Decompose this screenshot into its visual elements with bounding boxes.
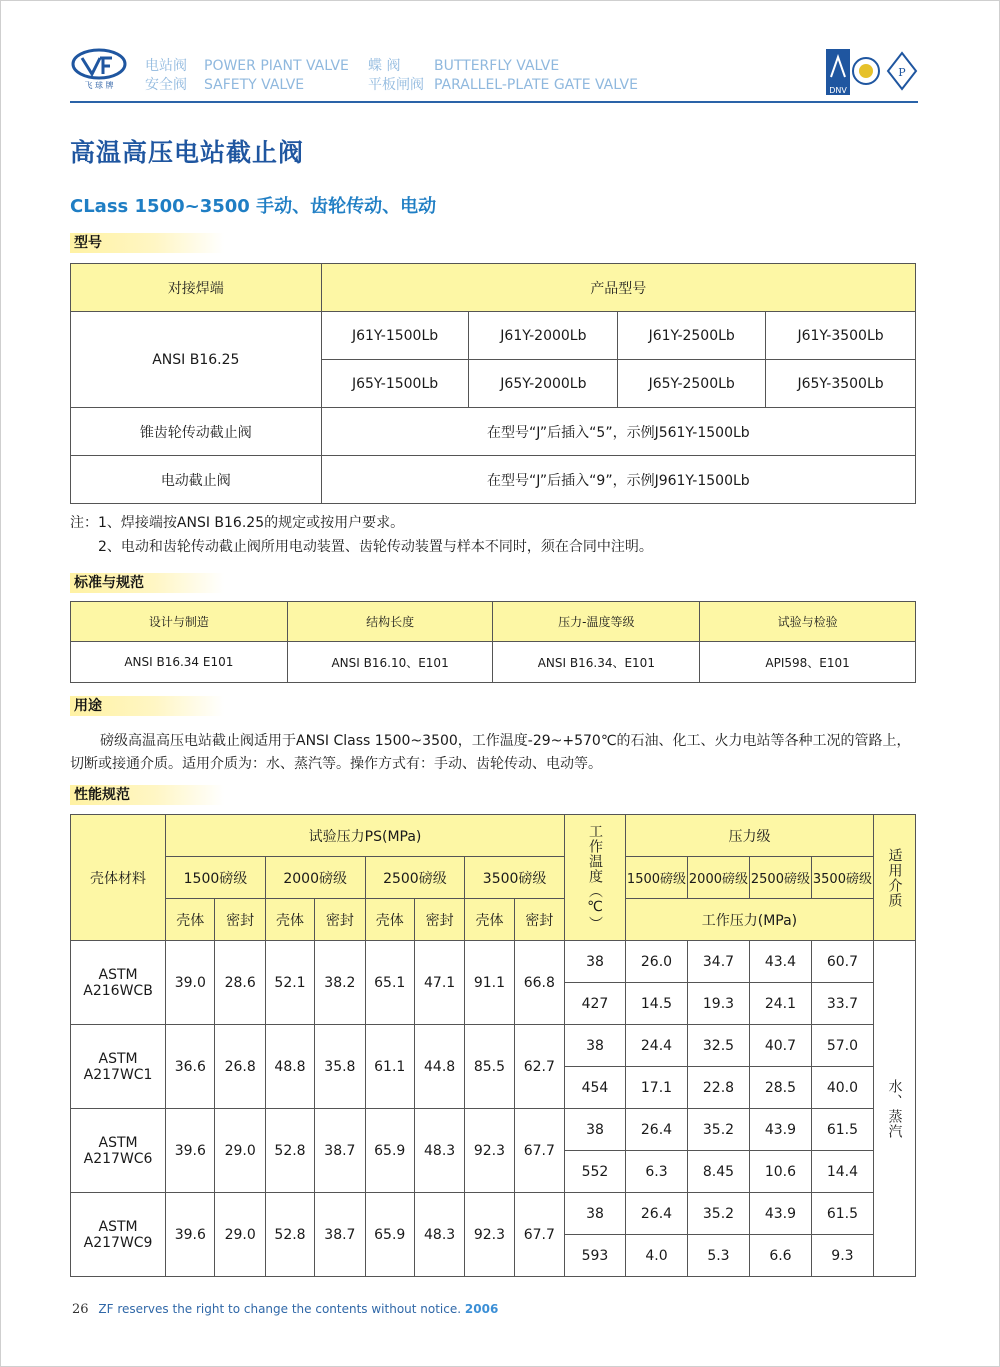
working-pressure-cell: 8.45: [687, 1151, 749, 1193]
working-pressure-cell: 28.5: [749, 1067, 811, 1109]
electric-label: 电动截止阀: [71, 456, 322, 504]
note-2: 2、电动和齿轮传动截止阀所用电动装置、齿轮传动装置与样本不同时，须在合同中注明。: [70, 539, 653, 555]
test-pressure-cell: 29.0: [215, 1109, 265, 1193]
model-cell: J61Y-2500Lb: [618, 312, 766, 360]
header-cn-butterfly: 蝶 阀: [368, 58, 401, 74]
test-pressure-header: 试验压力PS(MPa): [166, 815, 565, 857]
working-pressure-cell: 40.7: [749, 1025, 811, 1067]
dnv-label: DNV: [829, 86, 847, 95]
working-pressure-cell: 33.7: [811, 983, 873, 1025]
gear-text: 在型号“J”后插入“5”，示例J561Y-1500Lb: [321, 408, 915, 456]
working-pressure-cell: 61.5: [811, 1193, 873, 1235]
logo-text: 飞 球 牌: [84, 81, 114, 90]
table-row: [71, 1193, 916, 1235]
standard-table: [70, 601, 916, 683]
table-row: [71, 1109, 916, 1151]
header-en-col2: [434, 57, 638, 95]
test-pressure-cell: 26.8: [215, 1025, 265, 1109]
header-en-col1: [204, 57, 349, 95]
test-pressure-cell: 67.7: [514, 1109, 564, 1193]
model-cell: J65Y-2000Lb: [469, 360, 618, 408]
perf-header-row-2: [71, 857, 916, 899]
material-cell: ASTM A217WC1: [71, 1025, 166, 1109]
shell-header: 壳体: [365, 899, 414, 941]
test-pressure-cell: 36.6: [166, 1025, 215, 1109]
class-header: 1500磅级: [166, 857, 266, 899]
seal-header: 密封: [514, 899, 564, 941]
perf-header-row-1: [71, 815, 916, 857]
working-pressure-cell: 26.4: [625, 1193, 687, 1235]
company-logo: [70, 46, 128, 90]
test-pressure-cell: 38.2: [315, 941, 365, 1025]
working-pressure-header: 工作压力(MPa): [625, 899, 873, 941]
standard-header: 压力-温度等级: [493, 602, 700, 642]
temp-cell: 38: [564, 1025, 625, 1067]
section-standard: 标准与规范: [70, 573, 224, 593]
section-usage: 用途: [70, 696, 224, 716]
seal-header: 密封: [215, 899, 265, 941]
model-table: [70, 263, 916, 504]
performance-table: [70, 814, 916, 1277]
test-pressure-cell: 92.3: [465, 1193, 514, 1277]
model-cell: J61Y-3500Lb: [766, 312, 916, 360]
working-pressure-cell: 17.1: [625, 1067, 687, 1109]
page-title: 高温高压电站截止阀: [70, 138, 305, 167]
section-performance: 性能规范: [70, 785, 224, 805]
material-cell: ASTM A217WC6: [71, 1109, 166, 1193]
test-pressure-cell: 44.8: [414, 1025, 464, 1109]
working-pressure-cell: 61.5: [811, 1109, 873, 1151]
standard-header: 结构长度: [287, 602, 493, 642]
working-pressure-cell: 6.6: [749, 1235, 811, 1277]
test-pressure-cell: 67.7: [514, 1193, 564, 1277]
working-pressure-cell: 43.9: [749, 1193, 811, 1235]
table-row: [71, 941, 916, 983]
test-pressure-cell: 65.9: [365, 1193, 414, 1277]
material-cell: ASTM A216WCB: [71, 941, 166, 1025]
standard-value: ANSI B16.34、E101: [493, 642, 700, 683]
test-pressure-cell: 85.5: [465, 1025, 514, 1109]
working-pressure-cell: 24.1: [749, 983, 811, 1025]
medium-cell: [873, 941, 915, 1277]
certification-logos: [826, 49, 918, 99]
header-cn-col2: [368, 57, 424, 95]
header-en-gate: PARALLEL-PLATE GATE VALVE: [434, 77, 638, 93]
standard-header-row: [71, 602, 916, 642]
notes: [70, 511, 653, 559]
test-pressure-cell: 28.6: [215, 941, 265, 1025]
model-ansi: ANSI B16.25: [71, 312, 322, 408]
model-header-row: [71, 264, 916, 312]
pressure-class-header: 压力级: [625, 815, 873, 857]
shell-header: 壳体: [265, 899, 314, 941]
seal-header: 密封: [315, 899, 365, 941]
header-en-safety: SAFETY VALVE: [204, 77, 305, 93]
test-pressure-cell: 91.1: [465, 941, 514, 1025]
class-short-header: 2000磅级: [687, 857, 749, 899]
test-pressure-cell: 29.0: [215, 1193, 265, 1277]
working-pressure-cell: 24.4: [625, 1025, 687, 1067]
usage-text: 磅级高温高压电站截止阀适用于ANSI Class 1500~3500，工作温度-29~+570℃的石油、化工、火力电站等各种工况的管路上，切断或接通介质。适用介质为：水、蒸汽等。操作方式有：手动、齿轮传动、电动等。: [70, 733, 911, 772]
working-pressure-cell: 19.3: [687, 983, 749, 1025]
temp-header: 工作温度（℃）: [564, 815, 625, 941]
header-cn-power: 电站阀: [145, 58, 187, 74]
header-cn-gate: 平板闸阀: [368, 77, 424, 93]
temp-cell: 38: [564, 941, 625, 983]
standard-header: 设计与制造: [71, 602, 288, 642]
gear-label: 锥齿轮传动截止阀: [71, 408, 322, 456]
standard-header: 试验与检验: [700, 602, 916, 642]
test-pressure-cell: 48.8: [265, 1025, 314, 1109]
shell-header: 壳体: [465, 899, 514, 941]
medium-value: 水、蒸汽: [886, 1078, 903, 1139]
test-pressure-cell: 52.8: [265, 1109, 314, 1193]
model-col-weld-end: 对接焊端: [71, 264, 322, 312]
working-pressure-cell: 35.2: [687, 1193, 749, 1235]
section-model: 型号: [70, 233, 224, 253]
test-pressure-cell: 48.3: [414, 1109, 464, 1193]
working-pressure-cell: 57.0: [811, 1025, 873, 1067]
header-en-power: POWER PIANT VALVE: [204, 58, 349, 74]
working-pressure-cell: 43.4: [749, 941, 811, 983]
footer-year: 2006: [464, 1302, 499, 1316]
working-pressure-cell: 34.7: [687, 941, 749, 983]
note-1: 注：1、焊接端按ANSI B16.25的规定或按用户要求。: [70, 515, 405, 531]
standard-value: ANSI B16.10、E101: [287, 642, 493, 683]
shell-header: 壳体: [166, 899, 215, 941]
temp-cell: 454: [564, 1067, 625, 1109]
model-col-product: 产品型号: [321, 264, 915, 312]
temp-cell: 38: [564, 1109, 625, 1151]
test-pressure-cell: 52.1: [265, 941, 314, 1025]
table-row: [71, 456, 916, 504]
test-pressure-cell: 66.8: [514, 941, 564, 1025]
working-pressure-cell: 22.8: [687, 1067, 749, 1109]
test-pressure-cell: 39.0: [166, 941, 215, 1025]
working-pressure-cell: 26.4: [625, 1109, 687, 1151]
working-pressure-cell: 6.3: [625, 1151, 687, 1193]
header-divider: [70, 101, 918, 103]
class-short-header: 2500磅级: [749, 857, 811, 899]
test-pressure-cell: 65.9: [365, 1109, 414, 1193]
working-pressure-cell: 9.3: [811, 1235, 873, 1277]
table-row: [71, 642, 916, 683]
test-pressure-cell: 48.3: [414, 1193, 464, 1277]
working-pressure-cell: 10.6: [749, 1151, 811, 1193]
table-row: [71, 312, 916, 360]
table-row: [71, 1025, 916, 1067]
model-cell: J61Y-1500Lb: [321, 312, 469, 360]
working-pressure-cell: 26.0: [625, 941, 687, 983]
temp-cell: 552: [564, 1151, 625, 1193]
working-pressure-cell: 14.4: [811, 1151, 873, 1193]
test-pressure-cell: 39.6: [166, 1109, 215, 1193]
page-number: 26: [72, 1302, 89, 1317]
test-pressure-cell: 47.1: [414, 941, 464, 1025]
standard-value: API598、E101: [700, 642, 916, 683]
class-header: 2500磅级: [365, 857, 465, 899]
working-pressure-cell: 5.3: [687, 1235, 749, 1277]
footer-text: ZF reserves the right to change the contents without notice.: [98, 1302, 462, 1316]
working-pressure-cell: 43.9: [749, 1109, 811, 1151]
test-pressure-cell: 52.8: [265, 1193, 314, 1277]
working-pressure-cell: 4.0: [625, 1235, 687, 1277]
test-pressure-cell: 38.7: [315, 1193, 365, 1277]
model-cell: J61Y-2000Lb: [469, 312, 618, 360]
class-header: 3500磅级: [465, 857, 565, 899]
footer: [72, 1302, 498, 1317]
material-header: 壳体材料: [71, 815, 166, 941]
seal-header: 密封: [414, 899, 464, 941]
class-short-header: 3500磅级: [811, 857, 873, 899]
standard-value: ANSI B16.34 E101: [71, 642, 288, 683]
svg-text:P: P: [898, 66, 906, 79]
test-pressure-cell: 92.3: [465, 1109, 514, 1193]
test-pressure-cell: 35.8: [315, 1025, 365, 1109]
page-subtitle: CLass 1500~3500 手动、齿轮传动、电动: [70, 196, 437, 217]
test-pressure-cell: 38.7: [315, 1109, 365, 1193]
model-cell: J65Y-1500Lb: [321, 360, 469, 408]
class-header: 2000磅级: [265, 857, 365, 899]
perf-header-row-3: [71, 899, 916, 941]
working-pressure-cell: 32.5: [687, 1025, 749, 1067]
temp-cell: 38: [564, 1193, 625, 1235]
header-cn-safety: 安全阀: [145, 77, 187, 93]
class-short-header: 1500磅级: [625, 857, 687, 899]
electric-text: 在型号“J”后插入“9”，示例J961Y-1500Lb: [321, 456, 915, 504]
working-pressure-cell: 14.5: [625, 983, 687, 1025]
working-pressure-cell: 35.2: [687, 1109, 749, 1151]
model-cell: J65Y-3500Lb: [766, 360, 916, 408]
test-pressure-cell: 65.1: [365, 941, 414, 1025]
test-pressure-cell: 39.6: [166, 1193, 215, 1277]
working-pressure-cell: 40.0: [811, 1067, 873, 1109]
table-row: [71, 408, 916, 456]
model-cell: J65Y-2500Lb: [618, 360, 766, 408]
temp-cell: 593: [564, 1235, 625, 1277]
header-cn-col1: [145, 57, 187, 95]
test-pressure-cell: 61.1: [365, 1025, 414, 1109]
medium-header: 适用介质: [873, 815, 915, 941]
material-cell: ASTM A217WC9: [71, 1193, 166, 1277]
working-pressure-cell: 60.7: [811, 941, 873, 983]
temp-cell: 427: [564, 983, 625, 1025]
test-pressure-cell: 62.7: [514, 1025, 564, 1109]
header-en-butterfly: BUTTERFLY VALVE: [434, 58, 560, 74]
